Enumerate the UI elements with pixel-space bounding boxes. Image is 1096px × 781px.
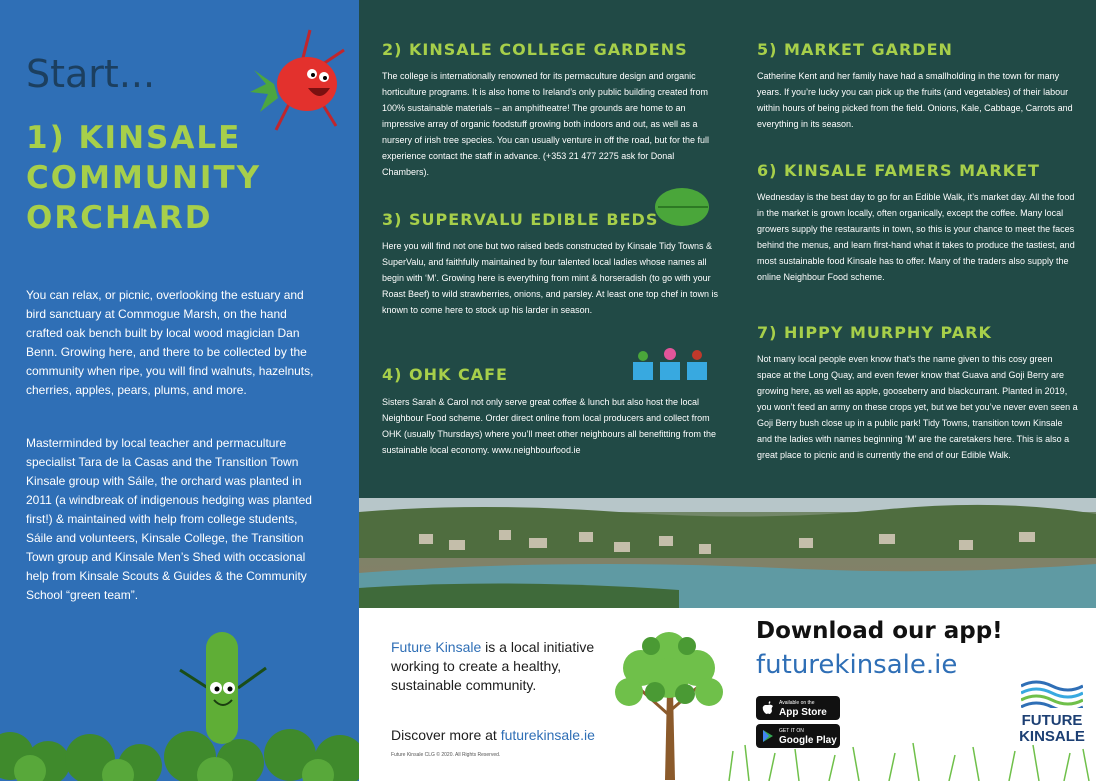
kinsale-harbour-photo xyxy=(359,498,1096,608)
grass-illustration xyxy=(719,731,1096,781)
orchard-history: Masterminded by local teacher and permaculture specialist Tara de la Casas and the Transition Town Kinsale group with Sáile, the orchard was planted in 2011 (a windbreak of indigenous hedging was planted first!) & maintained with help from college students, Sáile and volunteers, Kinsale College, the Transition Town group and Kinsale Men’s Shed with occasional help from Kinsale Scouts & Guides & the Community School “green team”. xyxy=(26,436,312,602)
brand-name: Future Kinsale xyxy=(391,639,482,655)
mint-leaf-icon xyxy=(652,183,712,229)
download-app-heading: Download our app! xyxy=(756,618,1003,644)
section-text-ohk-cafe: Sisters Sarah & Carol not only serve great coffee & lunch but also host the local Neighbour Food scheme. Order direct online from local producers and collect from OHK (usually Thursdays) where you’ll meet other neighbours all benefitting from the sustainable local economy. www.neighbourfood.ie xyxy=(382,397,716,455)
section-heading-ohk-cafe: 4) OHK CAFE xyxy=(382,365,508,384)
section-heading-market-garden: 5) MARKET GARDEN xyxy=(757,40,953,59)
future-kinsale-logo: FUTURE KINSALE xyxy=(1019,678,1085,745)
start-label: Start... xyxy=(26,52,156,96)
discover-link[interactable]: futurekinsale.ie xyxy=(500,727,595,743)
section-text-hippy-murphy: Not many local people even know that’s the name given to this cosy green space at the Long Quay, and even fewer know that Guava and Goji Berry are growing here, as well as apple, gooseberry and blackcurrant. Planted in 2019, you won’t feed an army on these crops yet, but we bet you’ve never even seen a Goji Berry bush close up in a public park! Tidy Towns, transition town Kinsale and the ladies with names beginning ‘M’ are the caretakers here. This is also a great place to picnic and is currently the end of our Edible Walk. xyxy=(757,354,1078,460)
section-heading-farmers-market: 6) KINSALE FAMERS MARKET xyxy=(757,161,1040,180)
middle-panel xyxy=(359,0,737,498)
copyright: Future Kinsale CLG © 2020. All Rights Reserved. xyxy=(391,752,501,758)
section-text-market-garden: Catherine Kent and her family have had a smallholding in the town for many years. If you’re lucky you can pick up the fruits (and vegetables) of their labour within hours of being picked from the field. Onions, Kale, Cabbage, Carrots and everything in its season. xyxy=(757,71,1073,129)
left-panel xyxy=(0,0,359,781)
discover-more: Discover more at futurekinsale.ie xyxy=(391,727,595,743)
orchard-description: You can relax, or picnic, overlooking the estuary and bird sanctuary at Commogue Marsh, on the hand crafted oak bench built by local wood magician Dan Benn. Growing here, and there to be collected by the community when ripe, you will find walnuts, hazelnuts, cherries, apples, pears, plums, and more. xyxy=(26,288,314,397)
future-kinsale-intro: Future Kinsale is a local initiative working to create a healthy, sustainable community. xyxy=(391,639,595,693)
tree-icon xyxy=(611,620,727,780)
section-heading-hippy-murphy: 7) HIPPY MURPHY PARK xyxy=(757,323,992,342)
app-store-button[interactable]: Available on the App Store xyxy=(756,696,840,720)
footer-panel xyxy=(359,608,1096,781)
website-link[interactable]: futurekinsale.ie xyxy=(756,650,958,680)
right-panel xyxy=(737,0,1096,498)
section-text-farmers-market: Wednesday is the best day to go for an Edible Walk, it’s market day. All the food in the market is grown locally, often organically, except the coffee. Many local growers supply the restaurants in town, so this is your chance to meet the faces behind the menus, and learn first-hand what it takes to produce the tastiest, and most sustainable food Kinsale has to offer. Many of the traders also supply the online Neighbour Food scheme. xyxy=(757,192,1075,282)
orchard-title: 1) KINSALE COMMUNITY ORCHARD xyxy=(26,120,262,236)
section-text-college-gardens: The college is internationally renowned for its permaculture design and organic horticulture programs. It is also home to Ireland’s only public building created from 100% sustainable materials – an amphitheatre! The grounds are home to an impressive array of organic foodstuff growing both indoors and out, as well as a nursery of irish tree species. You can usually venture in off the road, but for the full experience contact the staff in advance. (+353 21 477 2275 ask for Donal Chambers). xyxy=(382,71,710,177)
section-text-supervalu: Here you will find not one but two raised beds constructed by Kinsale Tidy Towns & SuperValu, and faithfully maintained by four talented local ladies whose names all begin with ‘M’. Growing here is everything from mint & horseradish (to go with your Roast Beef) to wild strawberries, onions, and parsley. At least one top chef in town is known to come here to stock up his larder in season. xyxy=(382,241,719,315)
google-play-button[interactable]: GET IT ON Google Play xyxy=(756,724,840,748)
plant-pots-icon xyxy=(631,346,711,382)
wave-lines-icon xyxy=(1021,678,1083,708)
section-heading-college-gardens: 2) KINSALE COLLEGE GARDENS xyxy=(382,40,688,59)
section-heading-supervalu: 3) SUPERVALU EDIBLE BEDS xyxy=(382,210,659,229)
apple-icon xyxy=(762,701,774,715)
cucumber-character-icon xyxy=(166,628,276,748)
